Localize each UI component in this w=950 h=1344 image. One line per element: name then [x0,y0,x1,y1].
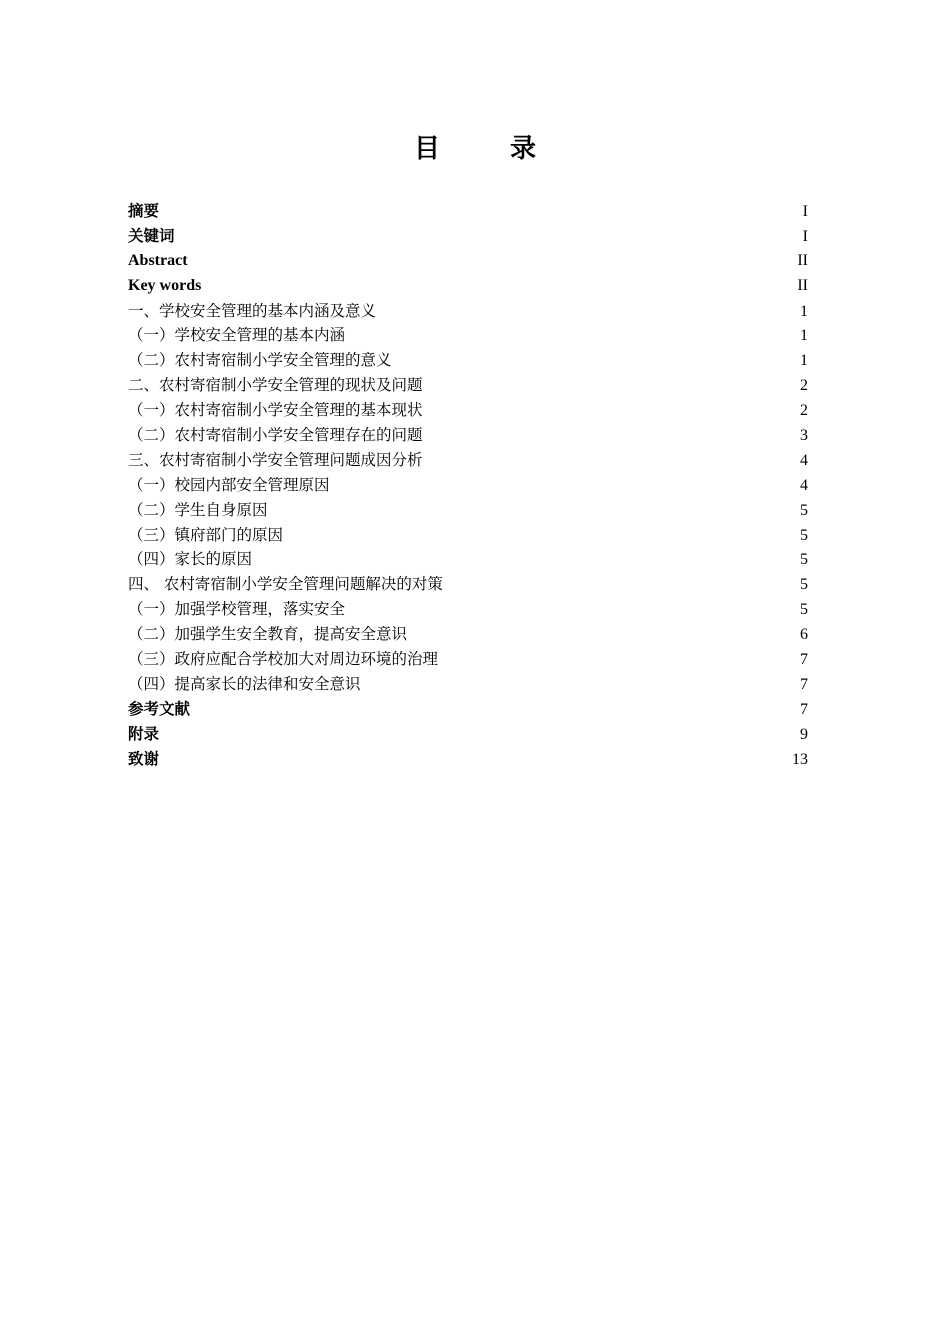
toc-entry-page-number: 2 [800,402,808,420]
toc-entry-title: （四）提高家长的法律和安全意识 [128,674,361,693]
toc-entry-title: （一）学校安全管理的基本内涵 [128,326,346,345]
toc-entry-title: 参考文献 [128,699,191,718]
toc-entry-title: （一）校园内部安全管理原因 [128,475,330,494]
toc-entry-page-number: 6 [800,626,808,644]
toc-entry-title: 摘要 [128,202,160,220]
toc-entry[interactable] [128,473,808,498]
toc-entry[interactable] [128,199,808,224]
page-title: 目 录 [413,134,558,164]
toc-entry-title: （二）加强学生安全教育，提高安全意识 [128,625,408,644]
toc-entry-page-number: 5 [800,501,808,519]
toc-entry-title: Abstract [128,251,188,269]
toc-entry[interactable] [128,299,808,324]
toc-entry[interactable] [128,747,808,772]
toc-entry-page-number: 7 [800,675,808,693]
toc-entry-title: 附录 [128,724,160,743]
toc-entry-page-number: 1 [800,302,808,320]
toc-entry[interactable] [128,448,808,473]
toc-entry-title: 四、 农村寄宿制小学安全管理问题解决的对策 [128,575,443,594]
toc-entry-title: （一）农村寄宿制小学安全管理的基本现状 [128,401,423,420]
toc-entry[interactable] [128,224,808,249]
table-of-contents [128,199,808,771]
toc-entry-title: Key words [128,276,202,294]
toc-entry-title: （二）学生自身原因 [128,500,268,519]
toc-entry-page-number: 7 [800,651,808,669]
toc-entry-page-number: 3 [800,427,808,445]
toc-entry[interactable] [128,274,808,299]
toc-entry-page-number: 13 [792,750,808,768]
toc-entry-page-number: 7 [800,700,808,718]
toc-entry[interactable] [128,597,808,622]
toc-entry[interactable] [128,572,808,597]
toc-entry-page-number: 2 [800,377,808,395]
toc-entry[interactable] [128,373,808,398]
toc-entry[interactable] [128,348,808,373]
toc-entry[interactable] [128,622,808,647]
toc-entry[interactable] [128,547,808,572]
toc-entry[interactable] [128,672,808,697]
toc-entry[interactable] [128,423,808,448]
toc-entry-title: （三）政府应配合学校加大对周边环境的治理 [128,650,439,669]
toc-entry[interactable] [128,647,808,672]
toc-entry-title: 一、学校安全管理的基本内涵及意义 [128,301,377,320]
toc-entry[interactable] [128,498,808,523]
toc-entry-title: 二、农村寄宿制小学安全管理的现状及问题 [128,376,423,395]
toc-entry[interactable] [128,523,808,548]
toc-entry[interactable] [128,323,808,348]
toc-entry-title: （四）家长的原因 [128,550,253,569]
toc-entry-page-number: 4 [800,476,808,494]
toc-entry-title: 关键词 [128,226,175,245]
toc-entry-page-number: 5 [800,601,808,619]
toc-entry-page-number: 9 [800,725,808,743]
toc-entry-title: （三）镇府部门的原因 [128,525,284,544]
toc-entry[interactable] [128,697,808,722]
toc-entry-title: （二）农村寄宿制小学安全管理的意义 [128,351,392,370]
toc-entry-page-number: 5 [800,526,808,544]
toc-entry-page-number: 4 [800,451,808,469]
toc-entry-page-number: I [802,203,808,220]
toc-entry[interactable] [128,249,808,274]
toc-entry-page-number: 5 [800,576,808,594]
toc-entry-page-number: II [797,276,808,294]
toc-entry-page-number: 1 [800,327,808,345]
toc-entry-title: 三、农村寄宿制小学安全管理问题成因分析 [128,450,423,469]
toc-entry-title: （二）农村寄宿制小学安全管理存在的问题 [128,426,423,445]
toc-entry[interactable] [128,722,808,747]
toc-entry-title: （一）加强学校管理，落实安全 [128,600,346,619]
toc-entry[interactable] [128,398,808,423]
toc-entry-page-number: II [797,251,808,269]
toc-entry-page-number: I [802,227,808,245]
toc-entry-page-number: 5 [800,551,808,569]
toc-entry-page-number: 1 [800,352,808,370]
toc-entry-title: 致谢 [128,749,160,768]
